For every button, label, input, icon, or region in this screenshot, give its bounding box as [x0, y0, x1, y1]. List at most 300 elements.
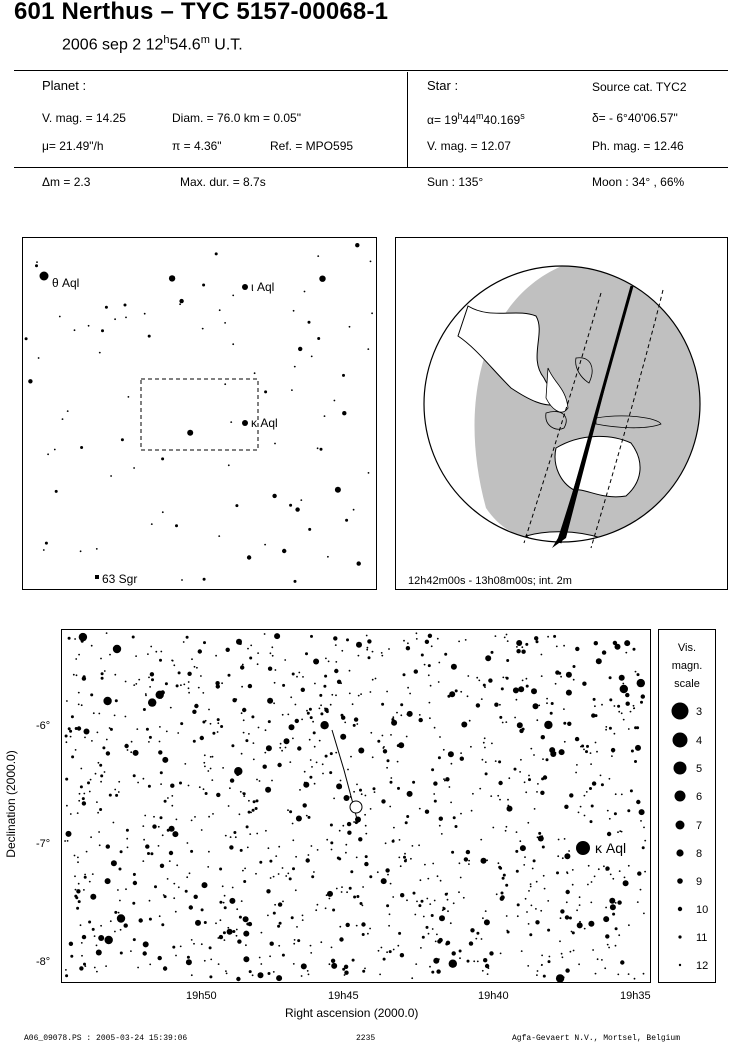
background-star	[635, 671, 637, 673]
background-star	[546, 698, 548, 700]
background-star	[458, 641, 460, 643]
background-star	[619, 870, 621, 872]
background-star	[540, 910, 542, 912]
background-star	[110, 475, 112, 477]
background-star	[433, 793, 435, 795]
background-star	[243, 792, 246, 795]
background-star	[483, 958, 487, 962]
background-star	[113, 645, 121, 653]
background-star	[169, 860, 171, 862]
background-star	[416, 901, 418, 903]
background-star	[66, 805, 68, 807]
background-star	[601, 704, 603, 706]
background-star	[637, 901, 639, 903]
background-star	[576, 909, 578, 911]
background-star	[336, 888, 338, 890]
background-star	[322, 773, 324, 775]
background-star	[111, 860, 117, 866]
background-star	[585, 750, 588, 753]
background-star	[350, 870, 353, 873]
background-star	[319, 708, 321, 710]
background-star	[345, 844, 347, 846]
background-star	[75, 889, 77, 891]
theta-aql-star	[40, 272, 49, 281]
background-star	[459, 957, 461, 959]
background-star	[194, 704, 198, 708]
background-star	[179, 299, 183, 303]
background-star	[215, 922, 217, 924]
event-datetime	[62, 34, 243, 54]
background-star	[325, 907, 327, 909]
background-star	[637, 679, 645, 687]
background-star	[594, 705, 596, 707]
kappa-aql-star	[242, 420, 248, 426]
background-star	[361, 793, 363, 795]
background-star	[73, 674, 75, 676]
background-star	[353, 821, 355, 823]
finder-svg	[23, 238, 376, 589]
background-star	[595, 742, 597, 744]
background-star	[302, 676, 304, 678]
background-star	[428, 664, 431, 667]
background-star	[315, 909, 317, 911]
xtick-19h45: 19h45	[328, 990, 359, 1002]
background-star	[143, 839, 145, 841]
background-star	[104, 771, 106, 773]
background-star	[202, 882, 208, 888]
background-star	[256, 833, 258, 835]
background-star	[120, 952, 123, 955]
background-star	[377, 871, 379, 873]
background-star	[543, 875, 545, 877]
background-star	[308, 321, 311, 324]
background-star	[546, 758, 549, 761]
background-star	[317, 904, 319, 906]
background-star	[551, 702, 554, 705]
background-star	[403, 856, 406, 859]
background-star	[453, 816, 456, 819]
background-star	[499, 867, 502, 870]
background-star	[194, 816, 196, 818]
background-star	[292, 823, 294, 825]
background-star	[125, 716, 127, 718]
background-star	[244, 868, 246, 870]
background-star	[173, 883, 175, 885]
background-star	[527, 822, 529, 824]
background-star	[484, 919, 490, 925]
background-star	[362, 970, 365, 973]
background-star	[324, 675, 327, 678]
background-star	[126, 829, 129, 832]
background-star	[437, 875, 439, 877]
background-star	[249, 833, 251, 835]
background-star	[515, 850, 518, 853]
background-star	[481, 938, 483, 940]
background-star	[516, 640, 522, 646]
background-star	[257, 652, 259, 654]
background-star	[518, 686, 524, 692]
background-star	[564, 805, 568, 809]
background-star	[229, 787, 231, 789]
background-star	[610, 874, 612, 876]
background-star	[300, 499, 302, 501]
background-star	[66, 831, 72, 837]
background-star	[184, 763, 186, 765]
background-star	[388, 648, 390, 650]
background-star	[265, 830, 267, 832]
background-star	[218, 963, 220, 965]
background-star	[575, 772, 577, 774]
background-star	[381, 655, 383, 657]
background-star	[277, 925, 280, 928]
background-star	[359, 789, 362, 792]
background-star	[159, 726, 161, 728]
background-star	[534, 808, 536, 810]
background-star	[295, 889, 297, 891]
background-star	[489, 951, 493, 955]
background-star	[618, 711, 620, 713]
background-star	[175, 955, 177, 957]
background-star	[603, 916, 609, 922]
background-star	[120, 850, 123, 853]
background-star	[211, 779, 213, 781]
background-star	[62, 418, 64, 420]
background-star	[136, 728, 138, 730]
background-star	[293, 310, 295, 312]
background-star	[506, 826, 508, 828]
background-star	[390, 781, 393, 784]
background-star	[66, 741, 68, 743]
background-star	[367, 639, 371, 643]
background-star	[621, 794, 623, 796]
background-star	[110, 728, 113, 731]
background-star	[528, 923, 530, 925]
background-star	[162, 834, 164, 836]
background-star	[264, 752, 266, 754]
background-star	[403, 673, 406, 676]
background-star	[181, 579, 183, 581]
background-star	[437, 638, 439, 640]
background-star	[420, 947, 422, 949]
background-star	[342, 825, 344, 827]
background-star	[79, 793, 81, 795]
background-star	[314, 746, 316, 748]
background-star	[403, 640, 405, 642]
background-star	[295, 856, 297, 858]
planet-vmag: V. mag. = 14.25	[42, 111, 126, 125]
background-star	[96, 950, 102, 956]
background-star	[558, 672, 561, 675]
background-star	[70, 736, 72, 738]
background-star	[194, 895, 198, 899]
background-star	[325, 755, 328, 758]
background-star	[106, 632, 108, 634]
background-star	[292, 673, 295, 676]
background-star	[472, 793, 474, 795]
background-star	[156, 691, 164, 699]
background-star	[339, 937, 343, 941]
background-star	[559, 940, 561, 942]
background-star	[150, 852, 153, 855]
background-star	[204, 921, 207, 924]
background-star	[203, 762, 205, 764]
background-star	[243, 931, 249, 937]
background-star	[278, 873, 280, 875]
background-star	[178, 886, 180, 888]
background-star	[580, 806, 582, 808]
background-star	[323, 685, 326, 688]
xtick-19h50: 19h50	[186, 990, 217, 1002]
background-star	[471, 810, 473, 812]
background-star	[78, 704, 80, 706]
background-star	[255, 807, 258, 810]
background-star	[418, 904, 421, 907]
background-star	[282, 867, 284, 869]
background-star	[447, 695, 450, 698]
background-star	[589, 787, 592, 790]
background-star	[96, 971, 98, 973]
background-star	[533, 859, 536, 862]
background-star	[320, 941, 322, 943]
background-star	[225, 835, 227, 837]
timezone-text: U.T.	[209, 36, 243, 54]
background-star	[248, 800, 250, 802]
background-star	[425, 810, 429, 814]
background-star	[527, 965, 529, 967]
background-star	[232, 698, 236, 702]
background-star	[76, 674, 78, 676]
finder-star-field	[25, 243, 373, 583]
background-star	[296, 816, 302, 822]
finder-label-iota: ι Aql	[251, 280, 275, 294]
background-star	[118, 912, 120, 914]
background-star	[502, 722, 504, 724]
background-star	[625, 652, 627, 654]
background-star	[275, 669, 277, 671]
background-star	[516, 831, 518, 833]
background-star	[137, 967, 139, 969]
background-star	[222, 885, 224, 887]
background-star	[230, 778, 234, 782]
background-star	[361, 922, 365, 926]
background-star	[304, 782, 306, 784]
background-star	[236, 908, 238, 910]
background-star	[353, 896, 356, 899]
background-star	[452, 951, 456, 955]
background-star	[407, 711, 413, 717]
background-star	[391, 720, 397, 726]
background-star	[142, 860, 144, 862]
background-star	[208, 709, 210, 711]
background-star	[536, 719, 538, 721]
background-star	[576, 764, 578, 766]
background-star	[481, 698, 483, 700]
background-star	[47, 453, 49, 455]
max-duration: Max. dur. = 8.7s	[180, 175, 266, 189]
background-star	[353, 791, 355, 793]
background-star	[609, 727, 612, 730]
background-star	[610, 904, 616, 910]
background-star	[506, 915, 508, 917]
background-star	[588, 865, 590, 867]
background-star	[212, 732, 215, 735]
background-star	[440, 880, 442, 882]
background-star	[339, 926, 341, 928]
background-star	[159, 659, 162, 662]
background-star	[236, 977, 240, 981]
background-star	[335, 644, 337, 646]
finder-chart	[22, 237, 377, 590]
background-star	[507, 799, 509, 801]
star-dec: δ= - 6°40'06.57"	[592, 111, 678, 125]
background-star	[78, 654, 80, 656]
background-star	[364, 968, 366, 970]
background-star	[267, 915, 269, 917]
mag-6-dot	[675, 791, 686, 802]
background-star	[186, 636, 189, 639]
detail-svg	[62, 630, 650, 982]
background-star	[628, 924, 630, 926]
background-star	[566, 672, 572, 678]
background-star	[419, 714, 421, 716]
background-star	[494, 703, 498, 707]
background-star	[55, 490, 58, 493]
mag-9-label: 9	[696, 876, 703, 888]
background-star	[201, 829, 203, 831]
background-star	[360, 693, 362, 695]
background-star	[466, 850, 470, 854]
background-star	[483, 684, 486, 687]
background-star	[232, 887, 234, 889]
globe-svg	[396, 238, 727, 589]
background-star	[541, 735, 545, 739]
info-bottom-rule	[14, 167, 728, 168]
background-star	[293, 963, 295, 965]
background-star	[311, 875, 314, 878]
background-star	[260, 963, 262, 965]
background-star	[568, 850, 570, 852]
mag-6-label: 6	[696, 791, 703, 803]
background-star	[324, 415, 326, 417]
background-star	[370, 261, 372, 263]
background-star	[313, 871, 315, 873]
background-star	[524, 856, 526, 858]
background-star	[597, 958, 599, 960]
background-star	[431, 971, 434, 974]
background-star	[241, 686, 243, 688]
background-star	[621, 831, 623, 833]
background-star	[173, 897, 175, 899]
background-star	[385, 842, 387, 844]
background-star	[633, 648, 636, 651]
background-star	[243, 732, 245, 734]
background-star	[175, 911, 177, 913]
background-star	[400, 714, 402, 716]
background-star	[297, 939, 300, 942]
background-star	[295, 719, 299, 723]
background-star	[137, 782, 139, 784]
background-star	[78, 800, 80, 802]
background-star	[564, 741, 566, 743]
background-star	[358, 748, 364, 754]
background-star	[70, 813, 72, 815]
ytick-7: -7°	[36, 838, 51, 850]
background-star	[624, 877, 626, 879]
background-star	[399, 839, 401, 841]
background-star	[243, 916, 249, 922]
background-star	[84, 874, 86, 876]
background-star	[153, 816, 155, 818]
background-star	[356, 857, 358, 859]
background-star	[217, 731, 219, 733]
background-star	[614, 812, 617, 815]
background-star	[476, 677, 478, 679]
background-star	[594, 641, 598, 645]
background-star	[349, 693, 351, 695]
background-star	[316, 762, 318, 764]
background-star	[274, 633, 280, 639]
background-star	[308, 854, 310, 856]
background-star	[310, 635, 313, 638]
background-star	[421, 654, 424, 657]
background-star	[91, 645, 93, 647]
background-star	[83, 889, 85, 891]
xtick-19h35: 19h35	[620, 990, 651, 1002]
background-star	[54, 449, 56, 451]
background-star	[628, 973, 630, 975]
background-star	[445, 777, 449, 781]
background-star	[540, 791, 544, 795]
background-star	[147, 852, 150, 855]
background-star	[132, 902, 135, 905]
background-star	[99, 764, 102, 767]
background-star	[70, 955, 73, 958]
background-star	[91, 740, 93, 742]
background-star	[310, 716, 313, 719]
background-star	[323, 721, 326, 724]
background-star	[609, 818, 611, 820]
background-star	[119, 900, 121, 902]
mag-4-label: 4	[696, 735, 703, 747]
background-star	[598, 868, 600, 870]
background-star	[210, 756, 212, 758]
background-star	[346, 891, 348, 893]
background-star	[167, 797, 169, 799]
background-star	[579, 904, 581, 906]
background-star	[567, 722, 571, 726]
background-star	[242, 664, 244, 666]
background-star	[372, 651, 374, 653]
background-star	[274, 904, 276, 906]
background-star	[490, 795, 492, 797]
background-star	[608, 947, 610, 949]
background-star	[240, 791, 242, 793]
background-star	[525, 791, 527, 793]
background-star	[433, 958, 439, 964]
background-star	[429, 702, 431, 704]
background-star	[171, 660, 173, 662]
background-star	[259, 957, 261, 959]
background-star	[397, 787, 400, 790]
background-star	[228, 674, 231, 677]
background-star	[90, 693, 93, 696]
background-star	[506, 930, 508, 932]
background-star	[241, 712, 243, 714]
background-star	[106, 751, 110, 755]
background-star	[591, 805, 594, 808]
background-star	[538, 705, 540, 707]
background-star	[311, 845, 313, 847]
